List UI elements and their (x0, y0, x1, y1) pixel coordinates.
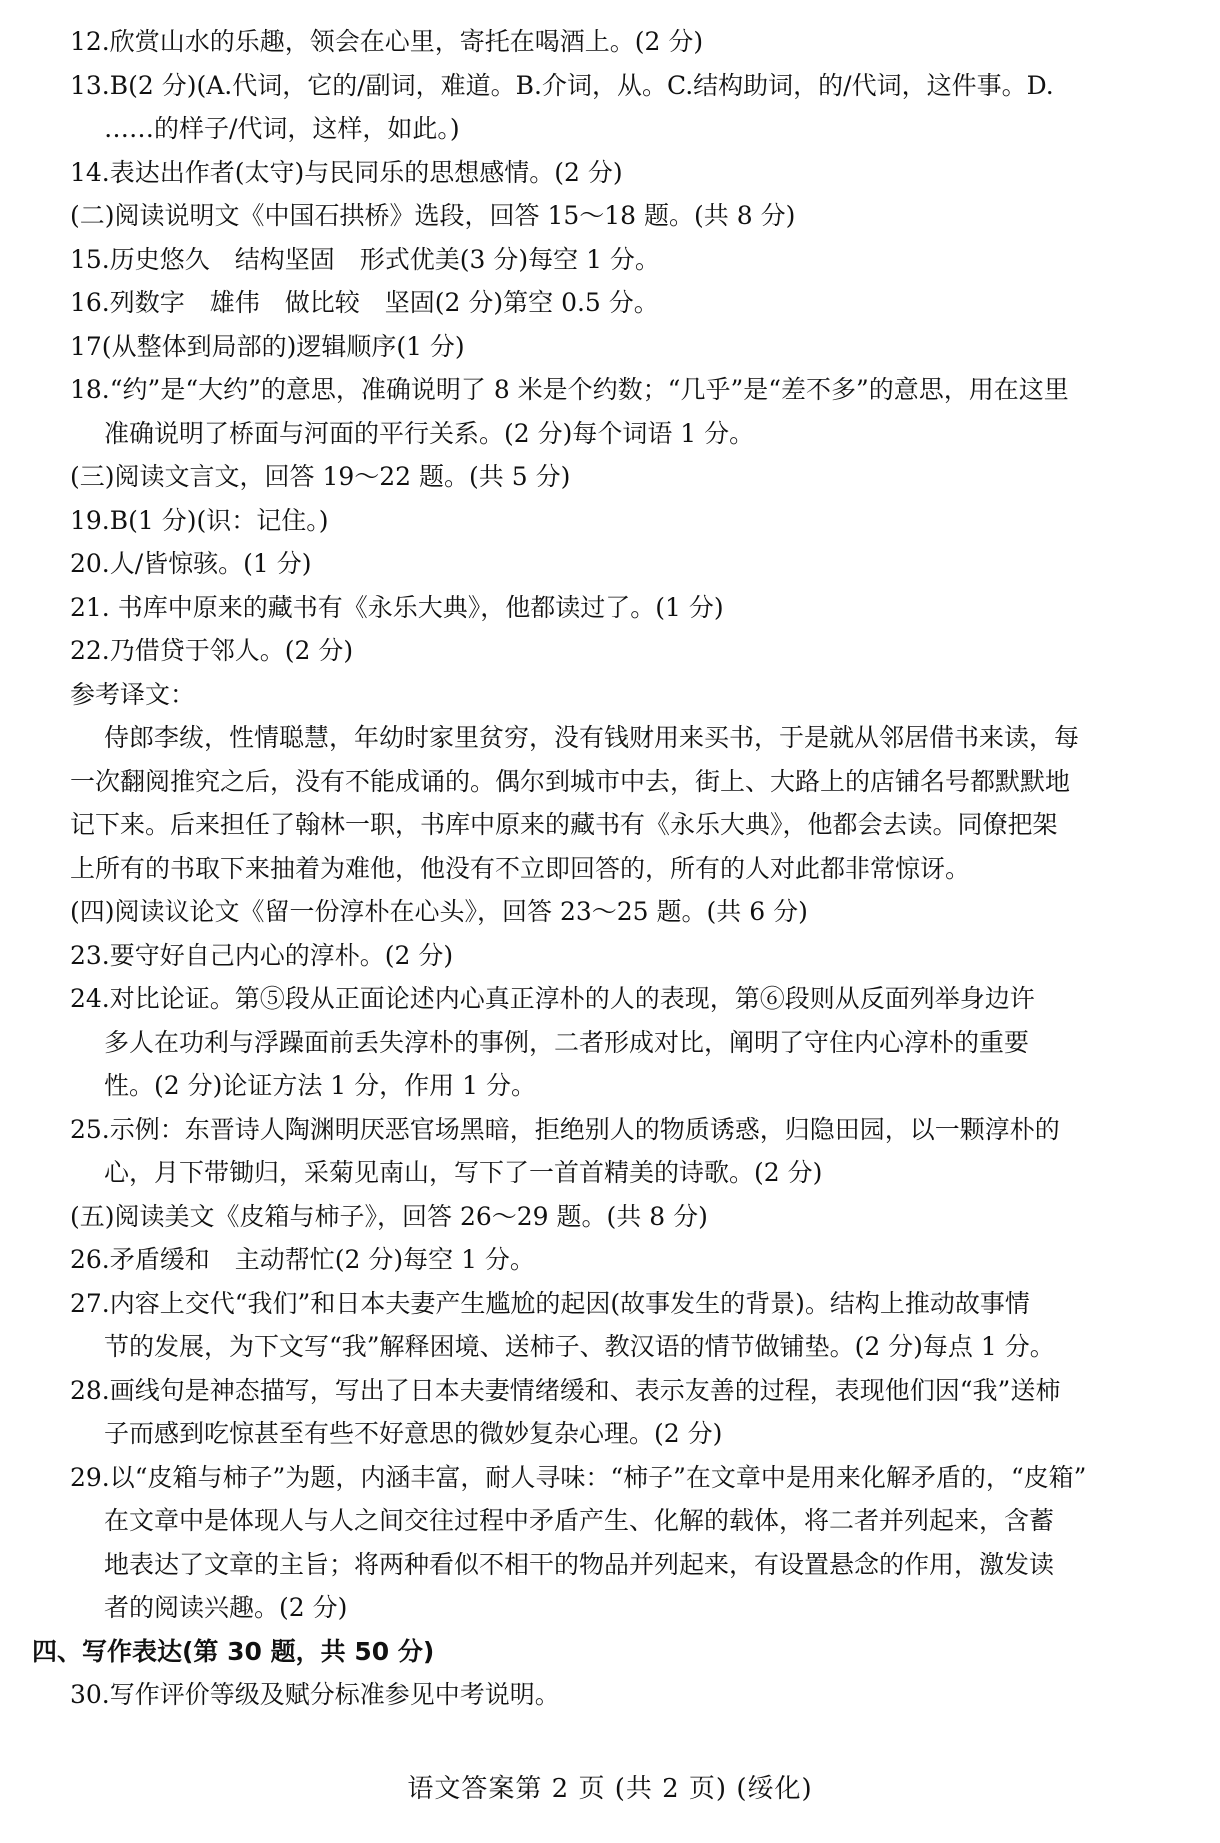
page-footer: 语文答案第 2 页 (共 2 页) (绥化) (407, 1774, 813, 1804)
answer-29-cont-3: 者的阅读兴趣。(2 分) (104, 1593, 348, 1622)
answer-13: 13.B(2 分)(A.代词，它的/副词，难道。B.介词，从。C.结构助词，的/代词，这件事。D. (70, 70, 1054, 100)
answer-26: 26.矛盾缓和 主动帮忙(2 分)每空 1 分。 (70, 1245, 535, 1274)
answer-23: 23.要守好自己内心的淳朴。(2 分) (70, 940, 454, 970)
answer-28: 28.画线句是神态描写，写出了日本夫妻情绪缓和、表示友善的过程，表现他们因“我”送柿 (70, 1375, 1061, 1405)
translation-line-3: 记下来。后来担任了翰林一职，书库中原来的藏书有《永乐大典》，他都会去读。同僚把架 (70, 810, 1058, 839)
section-2-heading: (二)阅读说明文《中国石拱桥》选段，回答 15～18 题。(共 8 分) (70, 201, 796, 230)
answer-15: 15.历史悠久 结构坚固 形式优美(3 分)每空 1 分。 (70, 244, 660, 274)
answer-19: 19.B(1 分)(识：记住。) (70, 505, 329, 535)
answer-27-cont: 节的发展，为下文写“我”解释困境、送柿子、教汉语的情节做铺垫。(2 分)每点 1 分。 (104, 1332, 1055, 1361)
answer-20: 20.人/皆惊骇。(1 分) (70, 549, 312, 578)
answer-16: 16.列数字 雄伟 做比较 坚固(2 分)第空 0.5 分。 (70, 288, 659, 317)
writing-section-heading: 四、写作表达(第 30 题，共 50 分) (32, 1636, 435, 1666)
translation-line-4: 上所有的书取下来抽着为难他，他没有不立即回答的，所有的人对此都非常惊讶。 (70, 853, 971, 883)
answer-24-cont-1: 多人在功利与浮躁面前丢失淳朴的事例，二者形成对比，阐明了守住内心淳朴的重要 (104, 1027, 1030, 1057)
translation-line-2: 一次翻阅推究之后，没有不能成诵的。偶尔到城市中去，街上、大路上的店铺名号都默默地 (70, 766, 1071, 796)
answer-18: 18.“约”是“大约”的意思，准确说明了 8 米是个约数；“几乎”是“差不多”的意思，用在这里 (70, 375, 1069, 404)
answer-29-cont-1: 在文章中是体现人与人之间交往过程中矛盾产生、化解的载体，将二者并列起来，含蓄 (104, 1506, 1055, 1535)
section-4-heading: (四)阅读议论文《留一份淳朴在心头》，回答 23～25 题。(共 6 分) (70, 897, 808, 926)
answer-29: 29.以“皮箱与柿子”为题，内涵丰富，耐人寻味：“柿子”在文章中是用来化解矛盾的，“皮箱” (70, 1462, 1087, 1492)
answer-29-cont-2: 地表达了文章的主旨；将两种看似不相干的物品并列起来，有设置悬念的作用，激发读 (104, 1549, 1055, 1579)
section-3-heading: (三)阅读文言文，回答 19～22 题。(共 5 分) (70, 462, 571, 491)
section-5-heading: (五)阅读美文《皮箱与柿子》，回答 26～29 题。(共 8 分) (70, 1201, 708, 1231)
answer-22: 22.乃借贷于邻人。(2 分) (70, 636, 354, 665)
answer-24-cont-2: 性。(2 分)论证方法 1 分，作用 1 分。 (104, 1071, 536, 1100)
answer-27: 27.内容上交代“我们”和日本夫妻产生尴尬的起因(故事发生的背景)。结构上推动故事情 (70, 1288, 1030, 1318)
answer-21: 21. 书库中原来的藏书有《永乐大典》，他都读过了。(1 分) (70, 592, 724, 622)
answer-25-cont: 心，月下带锄归，采菊见南山，写下了一首首精美的诗歌。(2 分) (104, 1158, 823, 1187)
answer-12: 12.欣赏山水的乐趣，领会在心里，寄托在喝酒上。(2 分) (70, 27, 704, 56)
answer-28-cont: 子而感到吃惊甚至有些不好意思的微妙复杂心理。(2 分) (104, 1419, 723, 1448)
answer-17: 17(从整体到局部的)逻辑顺序(1 分) (70, 331, 465, 361)
answer-14: 14.表达出作者(太守)与民同乐的思想感情。(2 分) (70, 157, 623, 187)
answer-25: 25.示例：东晋诗人陶渊明厌恶官场黑暗，拒绝别人的物质诱惑，归隐田园，以一颗淳朴的 (70, 1114, 1060, 1144)
answer-13-cont: ……的样子/代词，这样，如此。) (104, 114, 460, 143)
translation-label: 参考译文： (70, 679, 196, 709)
answer-18-cont: 准确说明了桥面与河面的平行关系。(2 分)每个词语 1 分。 (104, 418, 755, 448)
translation-line-1: 侍郎李绂，性情聪慧，年幼时家里贫穷，没有钱财用来买书，于是就从邻居借书来读，每 (104, 723, 1080, 752)
answer-30: 30.写作评价等级及赋分标准参见中考说明。 (70, 1680, 560, 1709)
answer-content (32, 20, 1180, 1717)
answer-24: 24.对比论证。第⑤段从正面论述内心真正淳朴的人的表现，第⑥段则从反面列举身边许 (70, 984, 1035, 1013)
